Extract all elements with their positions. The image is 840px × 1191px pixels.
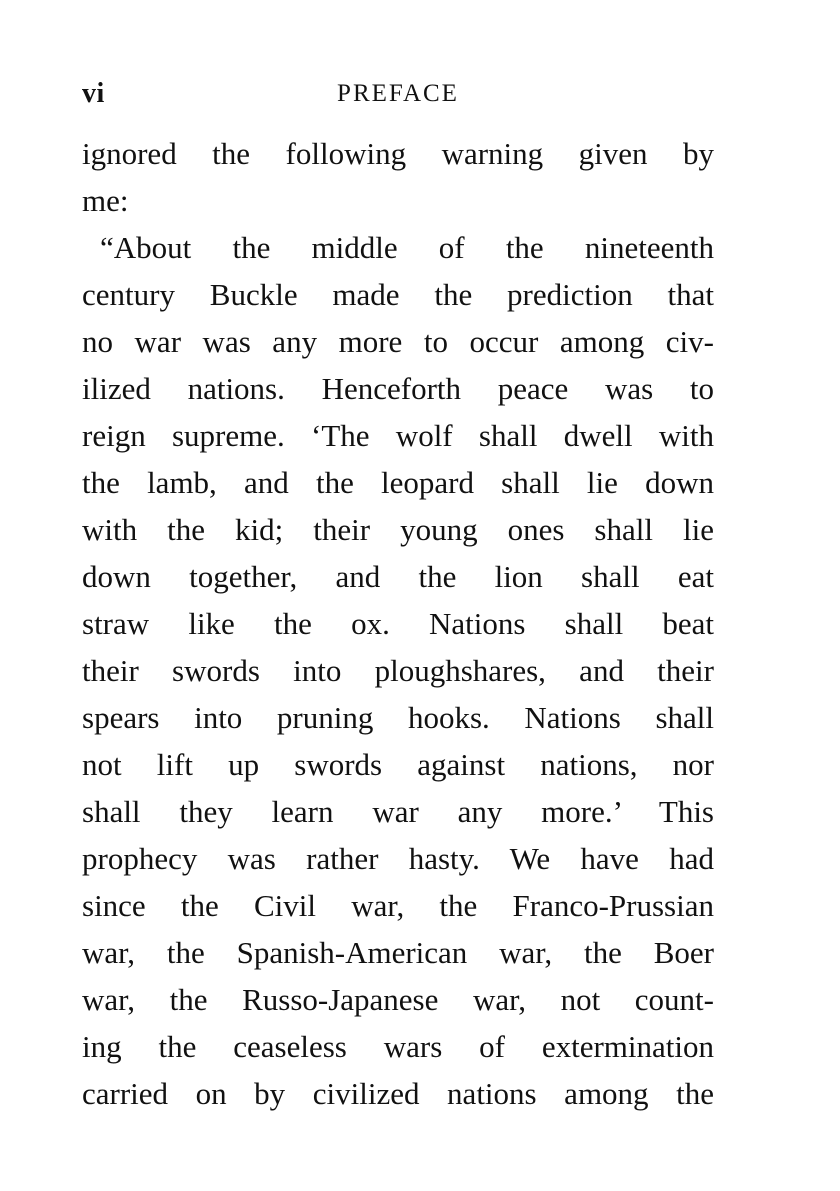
body-text — [82, 130, 714, 1117]
text-line: me: — [82, 183, 129, 218]
text-line: ing the ceaseless wars of extermination — [82, 1029, 714, 1064]
text-line: prophecy was rather hasty. We have had — [82, 841, 714, 876]
text-line: straw like the ox. Nations shall beat — [82, 606, 714, 641]
text-line: ignored the following warning given by — [82, 136, 714, 171]
text-line: spears into pruning hooks. Nations shall — [82, 700, 714, 735]
text-line: century Buckle made the prediction that — [82, 277, 714, 312]
running-title: PREFACE — [337, 80, 459, 107]
text-line: with the kid; their young ones shall lie — [82, 512, 714, 547]
text-line: reign supreme. ‘The wolf shall dwell with — [82, 418, 714, 453]
text-line: shall they learn war any more.’ This — [82, 794, 714, 829]
text-line: down together, and the lion shall eat — [82, 559, 714, 594]
text-line: not lift up swords against nations, nor — [82, 747, 714, 782]
text-line: war, the Russo-Japanese war, not count- — [82, 982, 714, 1017]
text-line: carried on by civilized nations among the — [82, 1076, 714, 1111]
text-line: the lamb, and the leopard shall lie down — [82, 465, 714, 500]
text-line: “About the middle of the nineteenth — [100, 230, 714, 265]
running-head — [82, 76, 714, 116]
text-line: no war was any more to occur among civ- — [82, 324, 714, 359]
text-line: their swords into ploughshares, and their — [82, 653, 714, 688]
page-number: vi — [82, 78, 105, 109]
text-line: ilized nations. Henceforth peace was to — [82, 371, 714, 406]
text-line: since the Civil war, the Franco-Prussian — [82, 888, 714, 923]
text-line: war, the Spanish-American war, the Boer — [82, 935, 714, 970]
